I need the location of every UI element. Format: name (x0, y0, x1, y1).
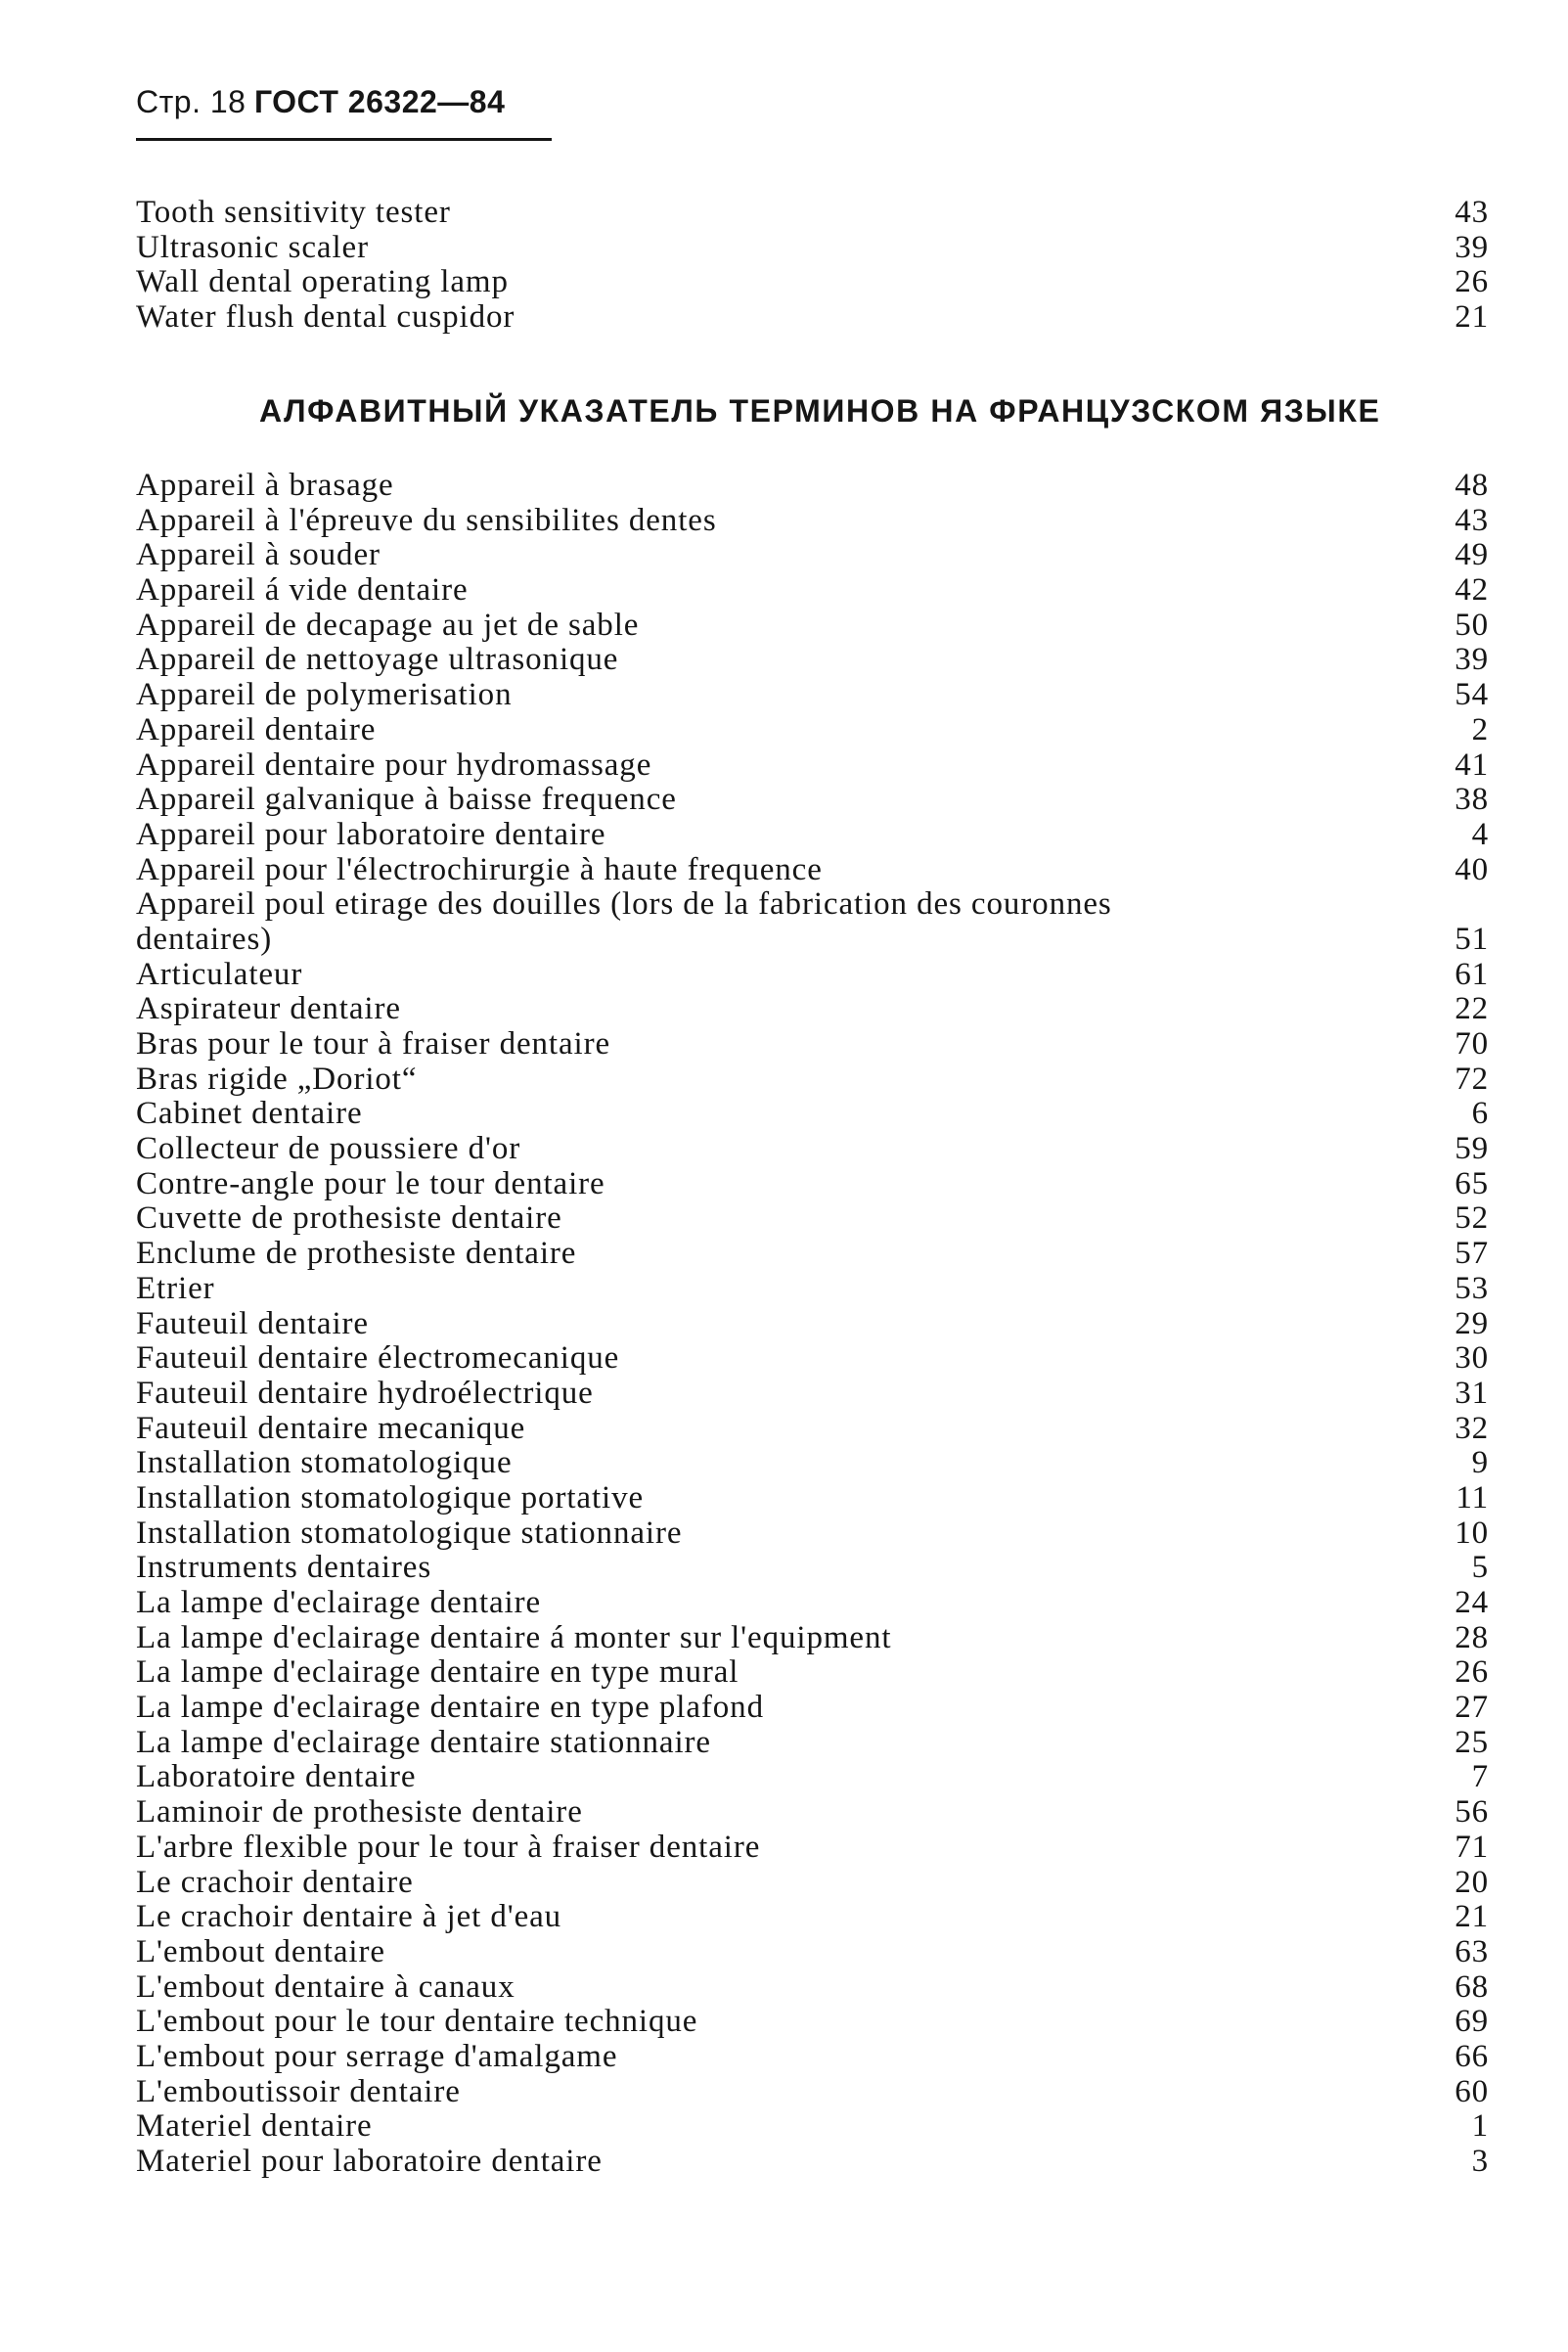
entry-number: 10 (1455, 1515, 1489, 1551)
entry-number: 70 (1455, 1026, 1489, 1062)
entry-term: Articulateur (136, 956, 303, 992)
index-entry (136, 1725, 1489, 1760)
index-entry (136, 1830, 1489, 1865)
entry-term: Appareil pour l'électrochirurgie à haute frequence (136, 851, 823, 887)
entry-term: La lampe d'eclairage dentaire stationnaire (136, 1724, 711, 1760)
index-entry (136, 677, 1489, 712)
index-entry (136, 1271, 1489, 1306)
index-entry (136, 1062, 1489, 1097)
entry-term: Laboratoire dentaire (136, 1759, 417, 1795)
index-entry (136, 817, 1489, 852)
entry-number: 9 (1471, 1445, 1489, 1481)
entry-term: Appareil à brasage (136, 468, 394, 503)
index-entry (136, 1620, 1489, 1655)
entry-number: 22 (1455, 991, 1489, 1027)
index-entry (136, 468, 1489, 503)
entry-number: 71 (1455, 1829, 1489, 1865)
entry-number: 48 (1455, 468, 1489, 503)
entry-term: Aspirateur dentaire (136, 991, 401, 1027)
entry-term: Materiel pour laboratoire dentaire (136, 2144, 603, 2179)
entry-term: Appareil de decapage au jet de sable (136, 607, 640, 643)
entry-term: Appareil à l'épreuve du sensibilites dentes (136, 502, 717, 538)
index-entry (136, 1096, 1489, 1131)
entry-term: La lampe d'eclairage dentaire (136, 1585, 542, 1620)
entry-term: Fauteuil dentaire hydroélectrique (136, 1375, 594, 1411)
entry-number: 49 (1455, 537, 1489, 573)
entry-term: Ultrasonic scaler (136, 229, 369, 265)
index-entry (136, 712, 1489, 747)
entry-term: Etrier (136, 1270, 215, 1306)
entry-number: 61 (1455, 956, 1489, 992)
entry-number: 32 (1455, 1410, 1489, 1446)
entry-number: 1 (1471, 2108, 1489, 2145)
entry-number: 25 (1455, 1724, 1489, 1760)
entry-term: Appareil de polymerisation (136, 677, 513, 713)
page-header (136, 84, 505, 120)
entry-number: 2 (1471, 711, 1489, 747)
entry-number: 39 (1455, 642, 1489, 678)
entry-number: 54 (1455, 677, 1489, 713)
index-entry (136, 1654, 1489, 1690)
index-entry (136, 1969, 1489, 2005)
entry-number: 5 (1471, 1550, 1489, 1586)
entry-term: L'embout dentaire à canaux (136, 1968, 515, 2005)
entry-term: Laminoir de prothesiste dentaire (136, 1794, 583, 1831)
entry-number: 41 (1455, 746, 1489, 783)
entry-number: 63 (1455, 1933, 1489, 1969)
entry-term: Appareil á vide dentaire (136, 572, 469, 609)
entry-term: Materiel dentaire (136, 2108, 373, 2145)
entry-term: Appareil de nettoyage ultrasonique (136, 642, 619, 678)
entry-term: La lampe d'eclairage dentaire á monter sur l'equipment (136, 1619, 892, 1655)
english-index-list (136, 195, 1489, 335)
index-entry (136, 1480, 1489, 1515)
entry-term: Fauteuil dentaire mecanique (136, 1410, 526, 1446)
entry-term: Fauteuil dentaire électromecanique (136, 1340, 620, 1377)
index-entry (136, 195, 1489, 230)
entry-term: Appareil galvanique à baisse frequence (136, 782, 677, 818)
entry-number: 39 (1455, 229, 1489, 265)
index-entry (136, 608, 1489, 643)
index-entry (136, 1445, 1489, 1480)
entry-term: Collecteur de poussiere d'or (136, 1131, 521, 1167)
index-entry (136, 299, 1489, 335)
index-entry (136, 886, 1489, 922)
french-index-heading: АЛФАВИТНЫЙ УКАЗАТЕЛЬ ТЕРМИНОВ НА ФРАНЦУЗСКОМ ЯЗЫКЕ (259, 393, 1381, 429)
entry-number: 26 (1455, 264, 1489, 300)
entry-term: Enclume de prothesiste dentaire (136, 1236, 577, 1272)
entry-term: L'embout dentaire (136, 1933, 385, 1969)
entry-number: 24 (1455, 1585, 1489, 1620)
entry-number: 68 (1455, 1968, 1489, 2005)
entry-number: 43 (1455, 502, 1489, 538)
index-entry (136, 1236, 1489, 1271)
entry-term: Wall dental operating lamp (136, 264, 509, 300)
entry-term: Water flush dental cuspidor (136, 299, 515, 336)
index-entry (136, 1340, 1489, 1376)
entry-number: 6 (1471, 1096, 1489, 1132)
entry-number: 57 (1455, 1236, 1489, 1272)
entry-number: 53 (1455, 1270, 1489, 1306)
index-entry (136, 642, 1489, 677)
entry-term: Appareil dentaire (136, 711, 377, 747)
entry-term: Fauteuil dentaire (136, 1305, 369, 1341)
entry-number: 38 (1455, 782, 1489, 818)
index-entry (136, 537, 1489, 572)
entry-number: 11 (1456, 1479, 1489, 1515)
index-entry (136, 1899, 1489, 1934)
index-entry (136, 1200, 1489, 1236)
entry-term: La lampe d'eclairage dentaire en type plafond (136, 1690, 764, 1726)
entry-number: 72 (1455, 1061, 1489, 1097)
index-entry (136, 1794, 1489, 1830)
index-entry (136, 1550, 1489, 1585)
entry-term: Appareil pour laboratoire dentaire (136, 816, 606, 852)
entry-term: Installation stomatologique (136, 1445, 513, 1481)
entry-term: Cabinet dentaire (136, 1096, 363, 1132)
index-entry (136, 1131, 1489, 1166)
entry-number: 29 (1455, 1305, 1489, 1341)
index-entry (136, 1934, 1489, 1969)
entry-number: 30 (1455, 1340, 1489, 1377)
entry-number: 26 (1455, 1654, 1489, 1691)
index-entry (136, 1865, 1489, 1900)
entry-term: Contre-angle pour le tour dentaire (136, 1165, 605, 1201)
entry-number: 21 (1455, 1899, 1489, 1935)
entry-number: 43 (1455, 195, 1489, 230)
entry-number: 69 (1455, 2004, 1489, 2040)
standard-number: ГОСТ 26322—84 (253, 84, 506, 119)
index-entry (136, 782, 1489, 817)
entry-number: 66 (1455, 2038, 1489, 2074)
index-entry (136, 1166, 1489, 1201)
entry-term: L'emboutissoir dentaire (136, 2073, 461, 2109)
entry-term: L'arbre flexible pour le tour à fraiser dentaire (136, 1829, 761, 1865)
entry-number: 7 (1471, 1759, 1489, 1795)
entry-term: Bras pour le tour à fraiser dentaire (136, 1026, 611, 1062)
index-entry (136, 1690, 1489, 1725)
entry-term: L'embout pour serrage d'amalgame (136, 2038, 618, 2074)
entry-term: L'embout pour le tour dentaire technique (136, 2004, 698, 2040)
entry-term: La lampe d'eclairage dentaire en type mural (136, 1654, 739, 1691)
index-entry (136, 230, 1489, 265)
entry-number: 65 (1455, 1165, 1489, 1201)
entry-number: 3 (1471, 2144, 1489, 2179)
index-entry (136, 957, 1489, 992)
entry-term: Instruments dentaires (136, 1550, 432, 1586)
entry-number: 59 (1455, 1131, 1489, 1167)
entry-number: 27 (1455, 1690, 1489, 1726)
entry-term: Appareil dentaire pour hydromassage (136, 746, 652, 783)
entry-term: Installation stomatologique portative (136, 1479, 645, 1515)
page-number: Стр. 18 (136, 84, 246, 119)
index-entry (136, 991, 1489, 1026)
index-entry (136, 1026, 1489, 1062)
entry-term: Installation stomatologique stationnaire (136, 1515, 683, 1551)
entry-number: 51 (1455, 921, 1489, 957)
entry-number: 52 (1455, 1200, 1489, 1237)
index-entry (136, 2108, 1489, 2144)
entry-number: 56 (1455, 1794, 1489, 1831)
header-rule (136, 138, 552, 141)
entry-number: 4 (1471, 816, 1489, 852)
index-entry (136, 2144, 1489, 2179)
entry-number: 60 (1455, 2073, 1489, 2109)
entry-number: 21 (1455, 299, 1489, 336)
entry-term: Tooth sensitivity tester (136, 195, 451, 230)
index-entry (136, 2039, 1489, 2074)
french-index-list (136, 468, 1489, 2179)
entry-term: Le crachoir dentaire (136, 1864, 414, 1900)
entry-number: 42 (1455, 572, 1489, 609)
index-entry (136, 1306, 1489, 1341)
index-entry (136, 1515, 1489, 1551)
entry-term: Cuvette de prothesiste dentaire (136, 1200, 562, 1237)
index-entry (136, 1411, 1489, 1446)
index-entry (136, 503, 1489, 538)
index-entry (136, 2074, 1489, 2109)
entry-term: dentaires) (136, 921, 273, 957)
index-entry (136, 264, 1489, 299)
index-entry (136, 1376, 1489, 1411)
entry-term: Appareil poul etirage des douilles (lors de la fabrication des couronnes (136, 886, 1112, 923)
entry-number: 28 (1455, 1619, 1489, 1655)
index-entry (136, 2004, 1489, 2039)
index-entry (136, 1585, 1489, 1620)
entry-number: 31 (1455, 1375, 1489, 1411)
entry-number: 20 (1455, 1864, 1489, 1900)
entry-number: 50 (1455, 607, 1489, 643)
index-entry (136, 1759, 1489, 1794)
entry-term: Le crachoir dentaire à jet d'eau (136, 1899, 562, 1935)
entry-term: Bras rigide „Doriot“ (136, 1061, 418, 1097)
index-entry (136, 852, 1489, 887)
entry-number: 40 (1455, 851, 1489, 887)
entry-term: Appareil à souder (136, 537, 381, 573)
index-entry (136, 572, 1489, 608)
index-entry (136, 922, 1489, 957)
index-entry (136, 747, 1489, 783)
